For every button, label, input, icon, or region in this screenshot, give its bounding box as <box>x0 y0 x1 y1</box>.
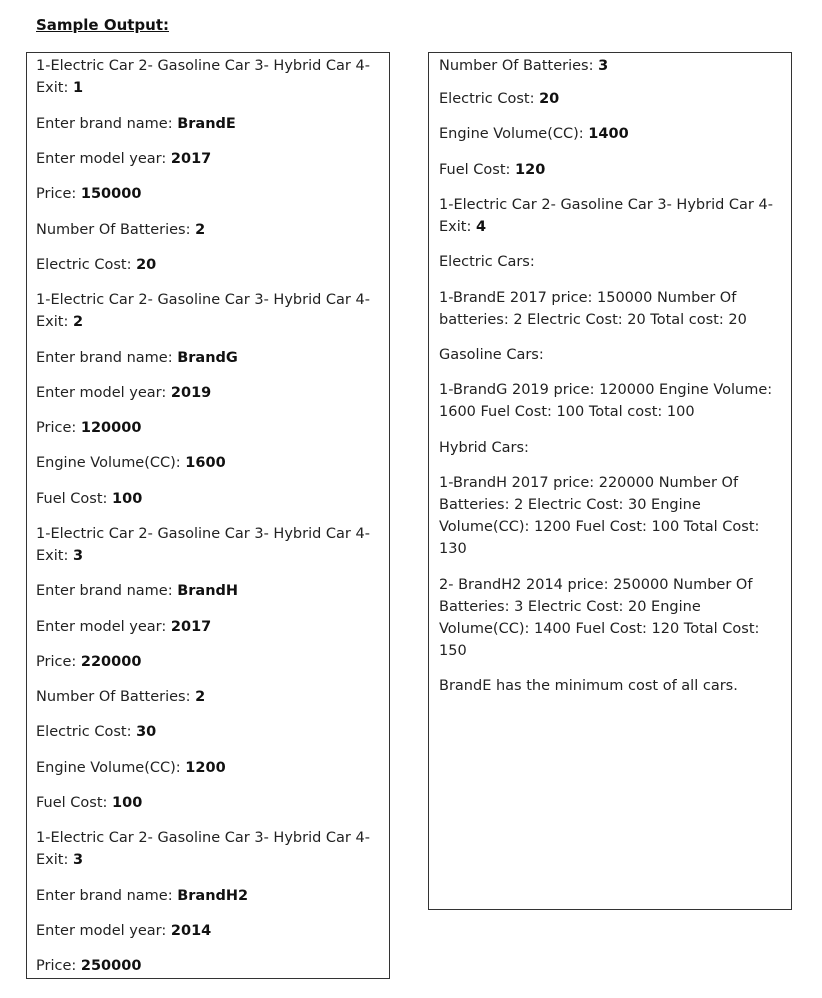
right-line <box>439 574 752 596</box>
input-value: BrandH2 <box>177 888 249 904</box>
input-value: 3 <box>598 58 609 74</box>
input-value: 20 <box>136 257 157 273</box>
left-line <box>36 523 370 545</box>
input-value: 220000 <box>80 654 142 670</box>
line-text: Enter model year: <box>36 923 171 939</box>
line-text: Enter brand name: <box>36 116 178 132</box>
line-text: Fuel Cost: <box>36 491 113 507</box>
input-value: 1400 <box>588 126 629 142</box>
line-text: Volume(CC): 1200 Fuel Cost: 100 Total Cost: <box>439 519 760 535</box>
left-line <box>36 148 211 170</box>
line-text: 1-BrandG 2019 price: 120000 Engine Volume: <box>439 382 773 398</box>
left-line <box>36 616 211 638</box>
line-text: Batteries: 3 Electric Cost: 20 Engine <box>439 599 701 615</box>
input-value: 2014 <box>170 923 212 939</box>
left-line <box>36 849 83 871</box>
line-text: Exit: <box>36 852 73 868</box>
sample-output-heading: Sample Output: <box>36 16 170 34</box>
line-text: Gasoline Cars: <box>439 347 544 363</box>
line-text: Electric Cost: <box>36 724 137 740</box>
input-value: 3 <box>72 852 84 868</box>
left-line <box>36 580 238 602</box>
left-line <box>36 452 226 474</box>
left-line <box>36 77 83 99</box>
line-text: Enter model year: <box>36 151 171 167</box>
right-line <box>439 516 759 538</box>
input-value: 1 <box>72 80 84 96</box>
input-value: BrandE <box>177 116 236 132</box>
input-value: 1600 <box>185 455 226 471</box>
line-text: Exit: <box>439 219 476 235</box>
right-line <box>439 216 486 238</box>
line-text: Electric Cost: <box>439 91 540 107</box>
input-value: 3 <box>72 548 84 564</box>
line-text: 1-BrandH 2017 price: 220000 Number Of <box>439 475 739 491</box>
line-text: 130 <box>439 541 467 557</box>
line-text: batteries: 2 Electric Cost: 20 Total cost: 20 <box>439 312 747 328</box>
line-text: Hybrid Cars: <box>439 440 529 456</box>
line-text: 150 <box>439 643 467 659</box>
right-line <box>439 55 608 77</box>
left-line <box>36 792 142 814</box>
right-line <box>439 159 545 181</box>
line-text: Price: <box>36 958 81 974</box>
right-line <box>439 251 535 273</box>
input-value: 100 <box>112 491 143 507</box>
input-value: 20 <box>539 91 560 107</box>
output-box-left <box>26 52 390 979</box>
input-value: 120 <box>515 162 546 178</box>
line-text: Electric Cost: <box>36 257 137 273</box>
left-line <box>36 827 370 849</box>
left-line <box>36 382 211 404</box>
line-text: Engine Volume(CC): <box>36 760 186 776</box>
line-text: Exit: <box>36 548 73 564</box>
left-line <box>36 347 238 369</box>
line-text: Batteries: 2 Electric Cost: 30 Engine <box>439 497 701 513</box>
line-text: Enter model year: <box>36 619 171 635</box>
line-text: BrandE has the minimum cost of all cars. <box>439 678 738 694</box>
right-line <box>439 344 544 366</box>
right-line <box>439 88 559 110</box>
input-value: 2 <box>195 222 206 238</box>
left-line <box>36 55 370 77</box>
line-text: 1-Electric Car 2- Gasoline Car 3- Hybrid Car 4- <box>36 830 370 846</box>
line-text: Engine Volume(CC): <box>36 455 186 471</box>
left-line <box>36 488 142 510</box>
right-line <box>439 287 736 309</box>
line-text: 2- BrandH2 2014 price: 250000 Number Of <box>439 577 753 593</box>
line-text: Electric Cars: <box>439 254 535 270</box>
line-text: Price: <box>36 654 81 670</box>
line-text: 1-Electric Car 2- Gasoline Car 3- Hybrid Car 4- <box>36 292 370 308</box>
input-value: 2019 <box>170 385 212 401</box>
right-line <box>439 194 773 216</box>
right-line <box>439 309 747 331</box>
right-line <box>439 472 738 494</box>
left-line <box>36 183 141 205</box>
input-value: 4 <box>475 219 487 235</box>
input-value: 2 <box>195 689 206 705</box>
left-line <box>36 920 211 942</box>
line-text: Price: <box>36 420 81 436</box>
line-text: Price: <box>36 186 81 202</box>
input-value: BrandH <box>177 583 239 599</box>
line-text: 1600 Fuel Cost: 100 Total cost: 100 <box>439 404 695 420</box>
left-line <box>36 686 205 708</box>
input-value: 120000 <box>80 420 142 436</box>
line-text: Volume(CC): 1400 Fuel Cost: 120 Total Cost: <box>439 621 760 637</box>
left-line <box>36 955 141 977</box>
right-line <box>439 640 467 662</box>
right-line <box>439 437 529 459</box>
input-value: 1200 <box>185 760 226 776</box>
right-line <box>439 538 467 560</box>
input-value: 2017 <box>170 151 212 167</box>
line-text: Fuel Cost: <box>36 795 113 811</box>
left-line <box>36 721 156 743</box>
line-text: Number Of Batteries: <box>36 689 196 705</box>
right-line <box>439 401 695 423</box>
output-box-right <box>428 52 792 910</box>
left-line <box>36 113 236 135</box>
input-value: 2 <box>72 314 84 330</box>
line-text: 1-BrandE 2017 price: 150000 Number Of <box>439 290 737 306</box>
line-text: Enter model year: <box>36 385 171 401</box>
input-value: 2017 <box>170 619 212 635</box>
line-text: 1-Electric Car 2- Gasoline Car 3- Hybrid Car 4- <box>439 197 773 213</box>
line-text: Fuel Cost: <box>439 162 516 178</box>
line-text: Number Of Batteries: <box>439 58 599 74</box>
line-text: Enter brand name: <box>36 583 178 599</box>
line-text: Enter brand name: <box>36 350 178 366</box>
right-line <box>439 596 701 618</box>
left-line <box>36 885 248 907</box>
right-line <box>439 675 738 697</box>
line-text: Exit: <box>36 80 73 96</box>
input-value: 30 <box>136 724 157 740</box>
right-line <box>439 618 759 640</box>
line-text: Number Of Batteries: <box>36 222 196 238</box>
left-line <box>36 254 156 276</box>
line-text: 1-Electric Car 2- Gasoline Car 3- Hybrid Car 4- <box>36 58 370 74</box>
left-line <box>36 311 83 333</box>
input-value: 150000 <box>80 186 142 202</box>
input-value: BrandG <box>177 350 238 366</box>
line-text: 1-Electric Car 2- Gasoline Car 3- Hybrid Car 4- <box>36 526 370 542</box>
line-text: Engine Volume(CC): <box>439 126 589 142</box>
left-line <box>36 757 226 779</box>
line-text: Enter brand name: <box>36 888 178 904</box>
right-line <box>439 494 701 516</box>
input-value: 250000 <box>80 958 142 974</box>
left-line <box>36 417 141 439</box>
left-line <box>36 545 83 567</box>
left-line <box>36 289 370 311</box>
left-line <box>36 219 205 241</box>
left-line <box>36 651 141 673</box>
input-value: 100 <box>112 795 143 811</box>
right-line <box>439 123 629 145</box>
right-line <box>439 379 772 401</box>
line-text: Exit: <box>36 314 73 330</box>
